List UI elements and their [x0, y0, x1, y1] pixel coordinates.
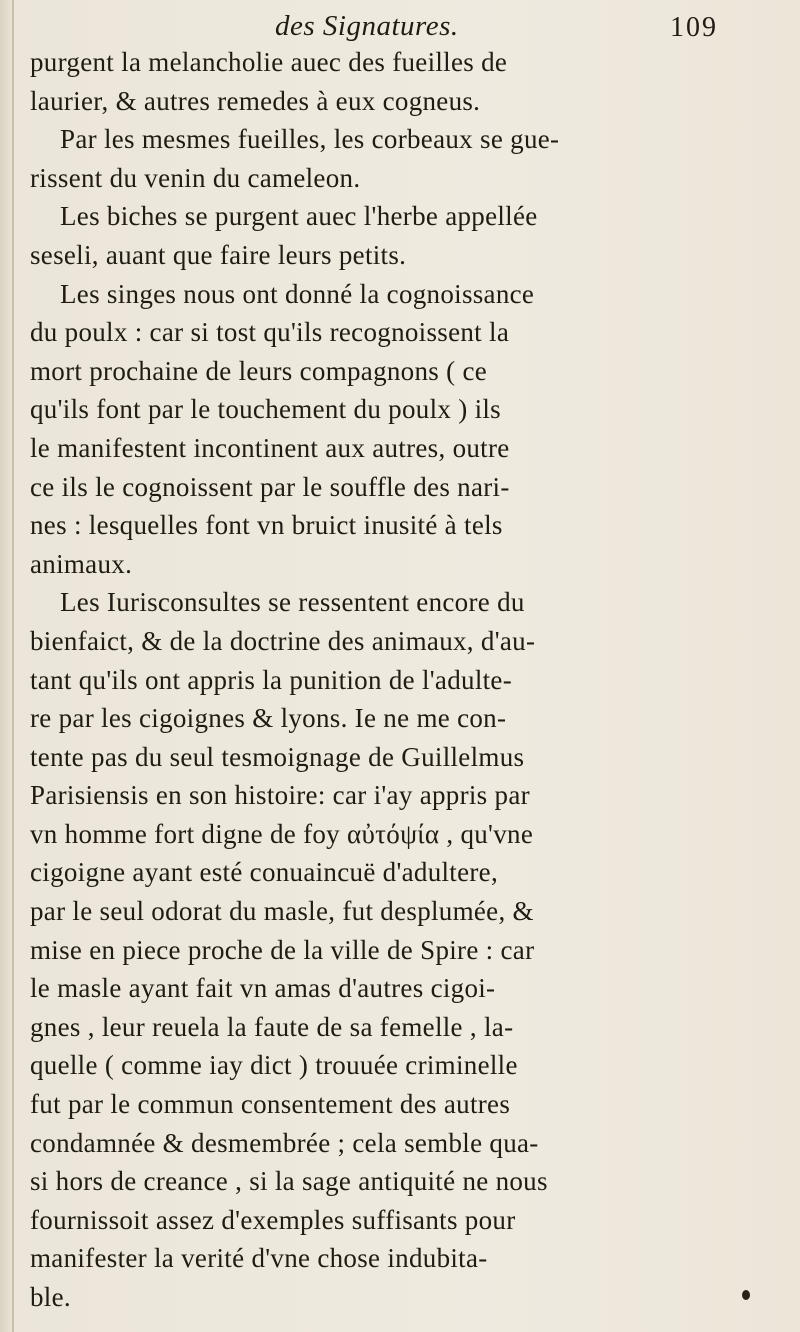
text-line: tant qu'ils ont appris la punition de l'adulte-	[30, 664, 512, 695]
text-line: mort prochaine de leurs compagnons ( ce	[30, 355, 488, 386]
text-line: qu'ils font par le touchement du poulx ) ils	[30, 394, 501, 425]
text-line: manifester la verité d'vne chose indubita-	[30, 1243, 488, 1274]
text-line: nes : lesquelles font vn bruict inusité à tels	[30, 510, 503, 541]
text-line: tente pas du seul tesmoignage de Guillelmus	[30, 741, 525, 772]
text-line: Les biches se purgent auec l'herbe appellée	[60, 201, 538, 232]
text-line: gnes , leur reuela la faute de sa femelle , la-	[30, 1011, 514, 1042]
text-line: quelle ( comme iay dict ) trouuée criminelle	[30, 1050, 518, 1081]
text-line: le manifestent incontinent aux autres, outre	[30, 432, 510, 463]
text-line: purgent la melancholie auec des fueilles de	[30, 47, 508, 77]
body-text	[30, 43, 770, 1317]
text-line: fournissoit assez d'exemples suffisants pour	[30, 1204, 516, 1235]
text-line: Par les mesmes fueilles, les corbeaux se gue-	[60, 124, 560, 155]
text-line: vn homme fort digne de foy αὐτόψία , qu'vne	[30, 818, 534, 849]
text-line: du poulx : car si tost qu'ils recognoissent la	[30, 317, 510, 348]
text-line: Les Iurisconsultes se ressentent encore du	[60, 587, 525, 618]
ink-blot	[742, 1290, 750, 1300]
page-header	[0, 10, 800, 46]
text-line: Les singes nous ont donné la cognoissance	[60, 278, 535, 309]
text-line: cigoigne ayant esté conuaincuë d'adultere,	[30, 857, 499, 888]
text-line: par le seul odorat du masle, fut desplumée, &	[30, 896, 534, 927]
text-line: ce ils le cognoissent par le souffle des nari-	[30, 471, 510, 502]
text-line: bienfaict, & de la doctrine des animaux, d'au-	[30, 625, 536, 656]
text-line: le masle ayant fait vn amas d'autres cigoi-	[30, 973, 496, 1004]
text-line: ble.	[30, 1282, 71, 1312]
page-gutter	[12, 0, 14, 1332]
page-number: 109	[670, 12, 718, 43]
text-line: condamnée & desmembrée ; cela semble qua-	[30, 1127, 539, 1158]
text-line: fut par le commun consentement des autres	[30, 1089, 511, 1120]
running-head: des Signatures.	[275, 10, 459, 42]
text-line: mise en piece proche de la ville de Spire : car	[30, 934, 535, 965]
text-line: re par les cigoignes & lyons. Ie ne me con-	[30, 703, 507, 734]
text-line: rissent du venin du cameleon.	[30, 162, 361, 193]
text-line: seseli, auant que faire leurs petits.	[30, 239, 407, 270]
text-line: laurier, & autres remedes à eux cogneus.	[30, 85, 481, 116]
text-line: Parisiensis en son histoire: car i'ay appris par	[30, 780, 530, 811]
text-line: animaux.	[30, 548, 133, 579]
text-line: si hors de creance , si la sage antiquité ne nous	[30, 1166, 548, 1197]
